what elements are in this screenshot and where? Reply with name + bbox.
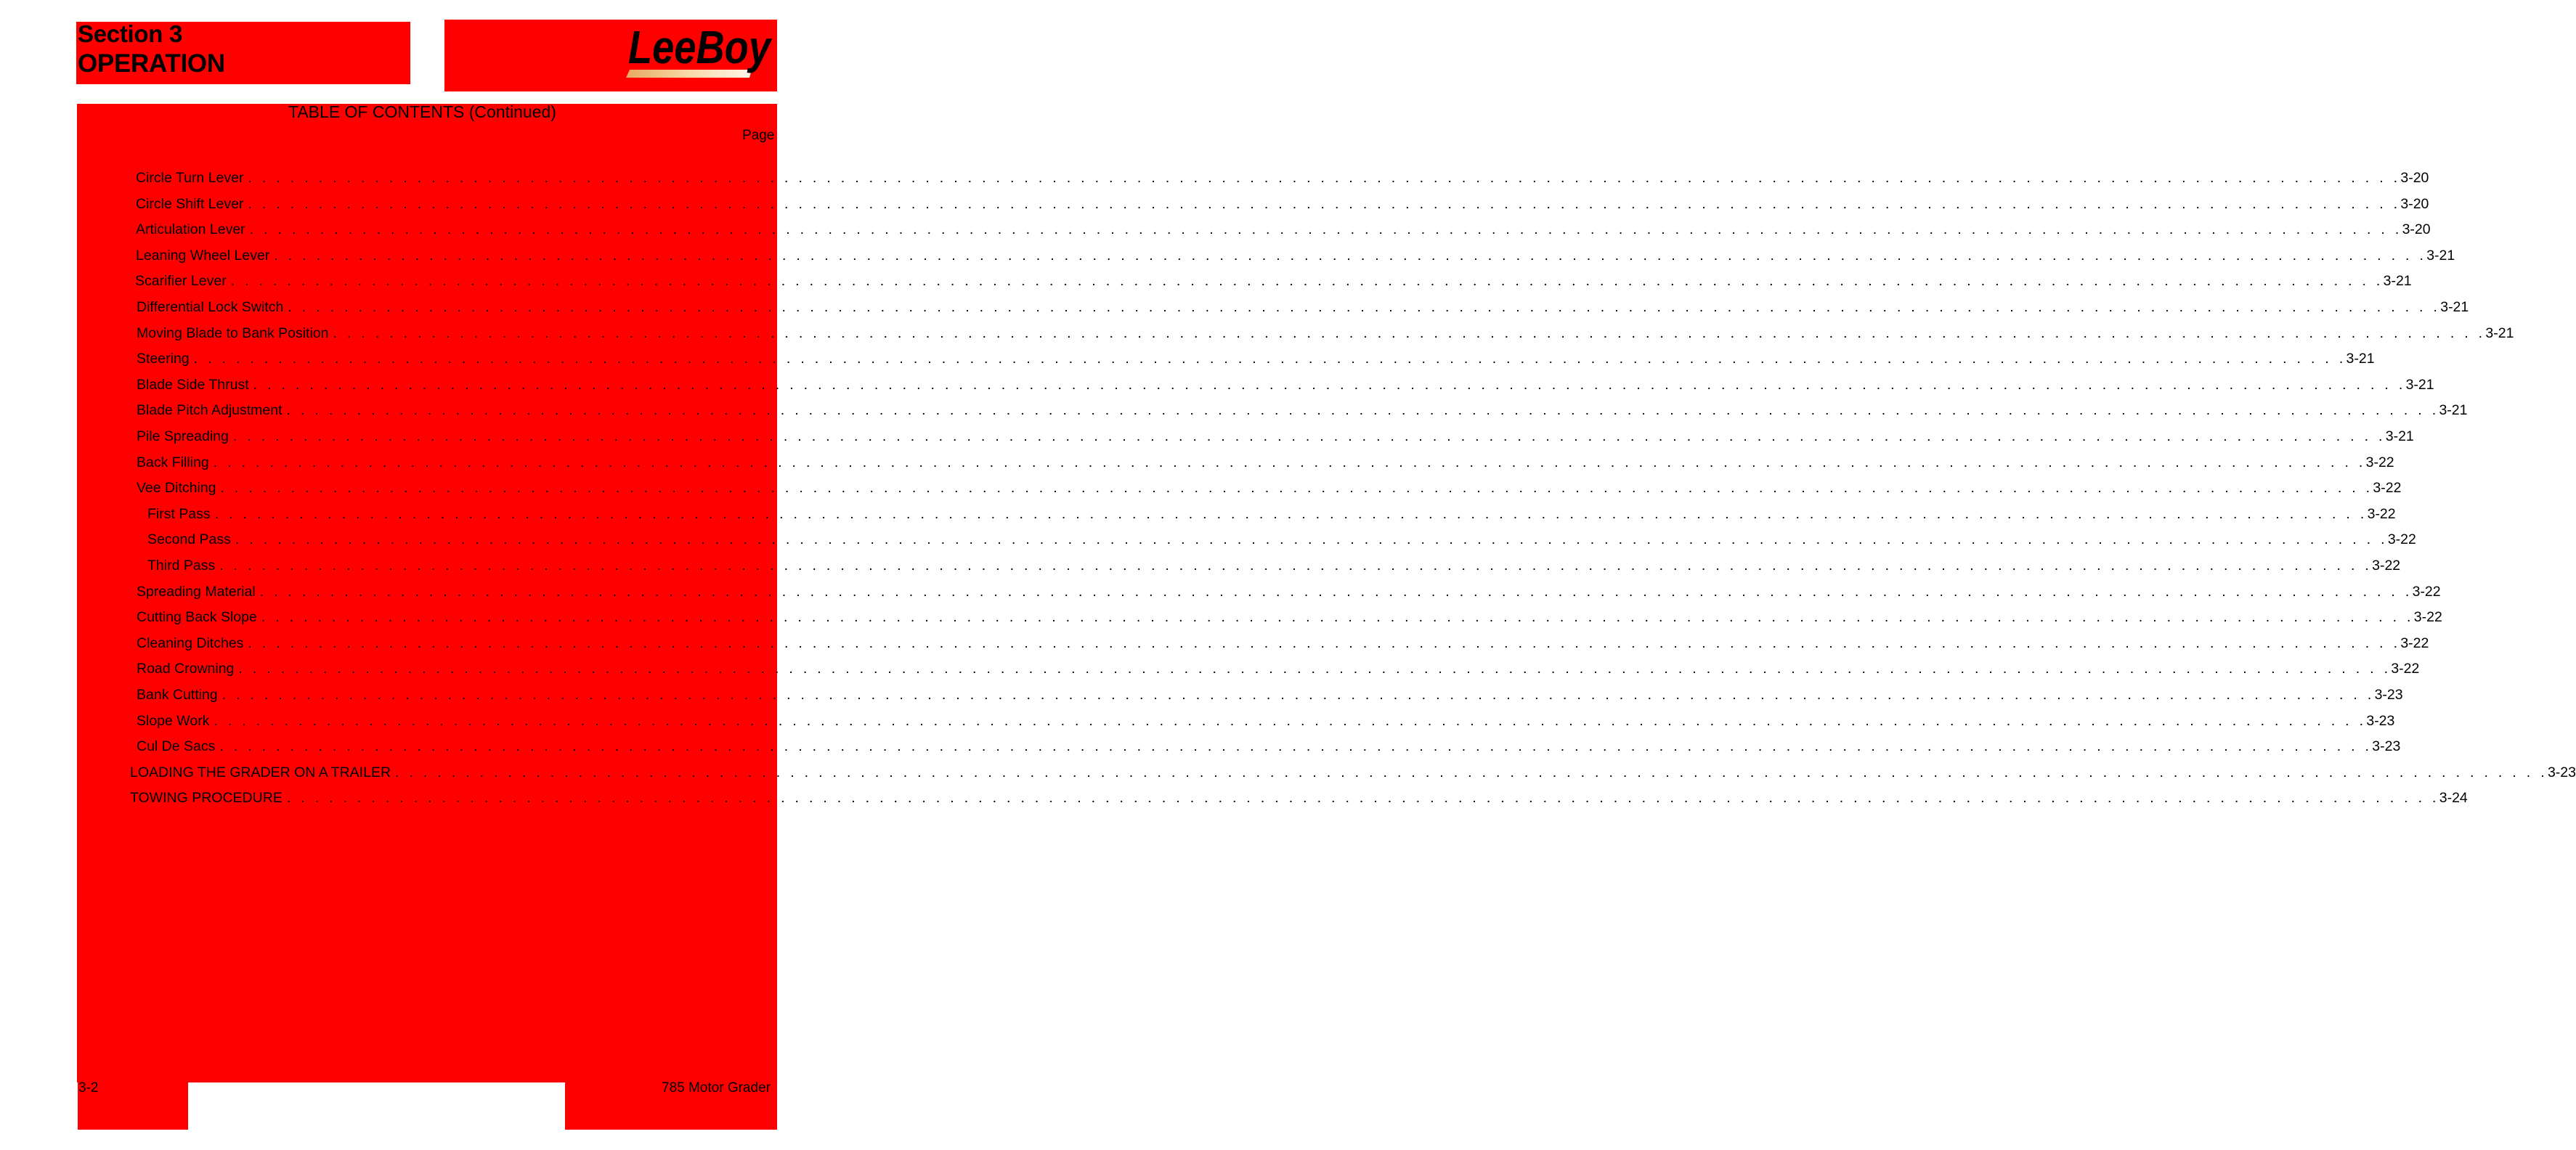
toc-entry-label: Pile Spreading: [137, 428, 229, 444]
toc-dot-leader: [233, 427, 2386, 446]
toc-entry[interactable]: [137, 349, 2375, 368]
toc-entry-page: 3-21: [2426, 247, 2455, 264]
toc-entry-label: Cleaning Ditches: [137, 635, 244, 651]
toc-dot-leader: [395, 763, 2548, 782]
toc-entry-label: Blade Pitch Adjustment: [137, 402, 283, 419]
toc-entry-page: 3-23: [2366, 712, 2395, 729]
toc-entry[interactable]: [137, 659, 2420, 678]
toc-entry-label: Moving Blade to Bank Position: [137, 325, 329, 341]
toc-entry-label: Spreading Material: [137, 583, 256, 600]
toc-entry[interactable]: [137, 324, 2514, 343]
toc-entry-label: Second Pass: [147, 531, 231, 548]
toc-entry-page: 3-22: [2367, 505, 2396, 522]
toc-dot-leader: [260, 582, 2413, 601]
toc-entry-label: First Pass: [147, 505, 211, 522]
toc-entry[interactable]: [137, 582, 2441, 601]
toc-entry-page: 3-22: [2372, 558, 2401, 574]
toc-entry-page: 3-22: [2412, 583, 2441, 600]
toc-entry[interactable]: [136, 168, 2429, 187]
toc-dot-leader: [238, 659, 2391, 678]
toc-entry[interactable]: [137, 608, 2442, 627]
toc-entry-label: Bank Cutting: [137, 687, 218, 703]
toc-entry-label: Leaning Wheel Lever: [136, 247, 270, 264]
toc-entry[interactable]: [137, 685, 2403, 704]
toc-entry-label: Third Pass: [147, 558, 216, 574]
toc-dot-leader: [219, 737, 2372, 756]
toc-entry-page: 3-21: [2485, 325, 2514, 341]
toc-entry-label: Circle Turn Lever: [136, 170, 244, 186]
toc-dot-leader: [215, 505, 2368, 523]
toc-entry-page: 3-22: [2400, 635, 2429, 651]
toc-dot-leader: [222, 685, 2375, 704]
toc-entry-page: 3-21: [2385, 428, 2414, 444]
toc-dot-leader: [214, 453, 2366, 472]
toc-dot-leader: [221, 478, 2373, 497]
toc-entry-label: Slope Work: [137, 712, 210, 729]
toc-title: TABLE OF CONTENTS (Continued): [288, 102, 556, 121]
toc-entry-label: Blade Side Thrust: [137, 376, 249, 393]
toc-entry-page: 3-24: [2439, 790, 2468, 807]
toc-entry-label: Circle Shift Lever: [136, 195, 244, 212]
toc-entry-page: 3-21: [2440, 299, 2469, 315]
toc-entry-label: TOWING PROCEDURE: [130, 790, 283, 807]
toc-entry-label: LOADING THE GRADER ON A TRAILER: [130, 764, 391, 780]
toc-entry-page: 3-22: [2391, 661, 2420, 677]
toc-dot-leader: [235, 530, 2388, 549]
toc-entry[interactable]: [137, 375, 2434, 394]
toc-entry-page: 3-20: [2400, 195, 2429, 212]
toc-entry-page: 3-21: [2439, 402, 2468, 419]
footer-model-name: 785 Motor Grader: [662, 1080, 771, 1096]
toc-entry[interactable]: [137, 427, 2414, 446]
toc-entry[interactable]: [130, 788, 2468, 807]
toc-entry[interactable]: [135, 272, 2412, 290]
section-title: OPERATION: [78, 49, 225, 78]
toc-entry[interactable]: [147, 505, 2396, 523]
toc-entry-page: 3-20: [2400, 170, 2429, 186]
toc-entry-page: 3-21: [2383, 273, 2412, 290]
section-label: Section 3: [78, 20, 183, 47]
toc-entry-page: 3-21: [2346, 351, 2375, 367]
toc-entry-label: Back Filling: [137, 454, 209, 470]
toc-entry-label: Scarifier Lever: [135, 273, 227, 290]
toc-entry-label: Articulation Lever: [136, 221, 245, 238]
toc-entry-page: 3-23: [2372, 738, 2401, 755]
toc-entry[interactable]: [136, 195, 2429, 213]
toc-entry[interactable]: [137, 298, 2469, 317]
toc-entry[interactable]: [137, 401, 2468, 420]
toc-dot-leader: [231, 272, 2384, 290]
toc-entry[interactable]: [136, 220, 2431, 239]
toc-entry-label: Cutting Back Slope: [137, 609, 257, 626]
toc-dot-leader: [333, 324, 2486, 343]
toc-entry[interactable]: [137, 478, 2402, 497]
toc-entry[interactable]: [136, 246, 2455, 265]
toc-entry-page: 3-22: [2373, 480, 2402, 497]
toc-dot-leader: [214, 711, 2366, 730]
toc-entry[interactable]: [147, 556, 2401, 575]
toc-dot-leader: [287, 401, 2439, 420]
toc-dot-leader: [219, 556, 2372, 575]
toc-entry-page: 3-22: [2387, 531, 2416, 548]
toc-entry[interactable]: [137, 453, 2394, 472]
toc-entry[interactable]: [147, 530, 2416, 549]
toc-entry-label: Vee Ditching: [137, 480, 216, 497]
toc-entry-page: 3-23: [2547, 764, 2576, 780]
toc-entry-label: Road Crowning: [137, 661, 235, 677]
toc-dot-leader: [287, 788, 2439, 807]
toc-entry-label: Cul De Sacs: [137, 738, 216, 755]
footer-page-number: 3-2: [78, 1080, 99, 1096]
toc-entry-page: 3-23: [2374, 687, 2403, 703]
toc-entry-page: 3-21: [2405, 376, 2434, 393]
toc-dot-leader: [248, 168, 2400, 187]
toc-entry[interactable]: [137, 711, 2395, 730]
toc-dot-leader: [248, 195, 2400, 213]
toc-entry[interactable]: [130, 763, 2576, 782]
toc-entry-page: 3-22: [2413, 609, 2442, 626]
toc-entry-label: Steering: [137, 351, 190, 367]
toc-dot-leader: [261, 608, 2414, 627]
toc-entry[interactable]: [137, 634, 2429, 653]
toc-entry[interactable]: [137, 737, 2401, 756]
svg-text:LeeBoy: LeeBoy: [628, 21, 773, 73]
page-column-label: Page: [742, 128, 775, 143]
toc-dot-leader: [274, 246, 2426, 265]
toc-entry-page: 3-20: [2402, 221, 2431, 238]
toc-entry-label: Differential Lock Switch: [137, 299, 284, 315]
toc-dot-leader: [253, 375, 2406, 394]
toc-dot-leader: [250, 220, 2402, 239]
toc-dot-leader: [288, 298, 2440, 317]
toc-entry-page: 3-22: [2365, 454, 2394, 470]
toc-dot-leader: [248, 634, 2400, 653]
toc-dot-leader: [194, 349, 2347, 368]
